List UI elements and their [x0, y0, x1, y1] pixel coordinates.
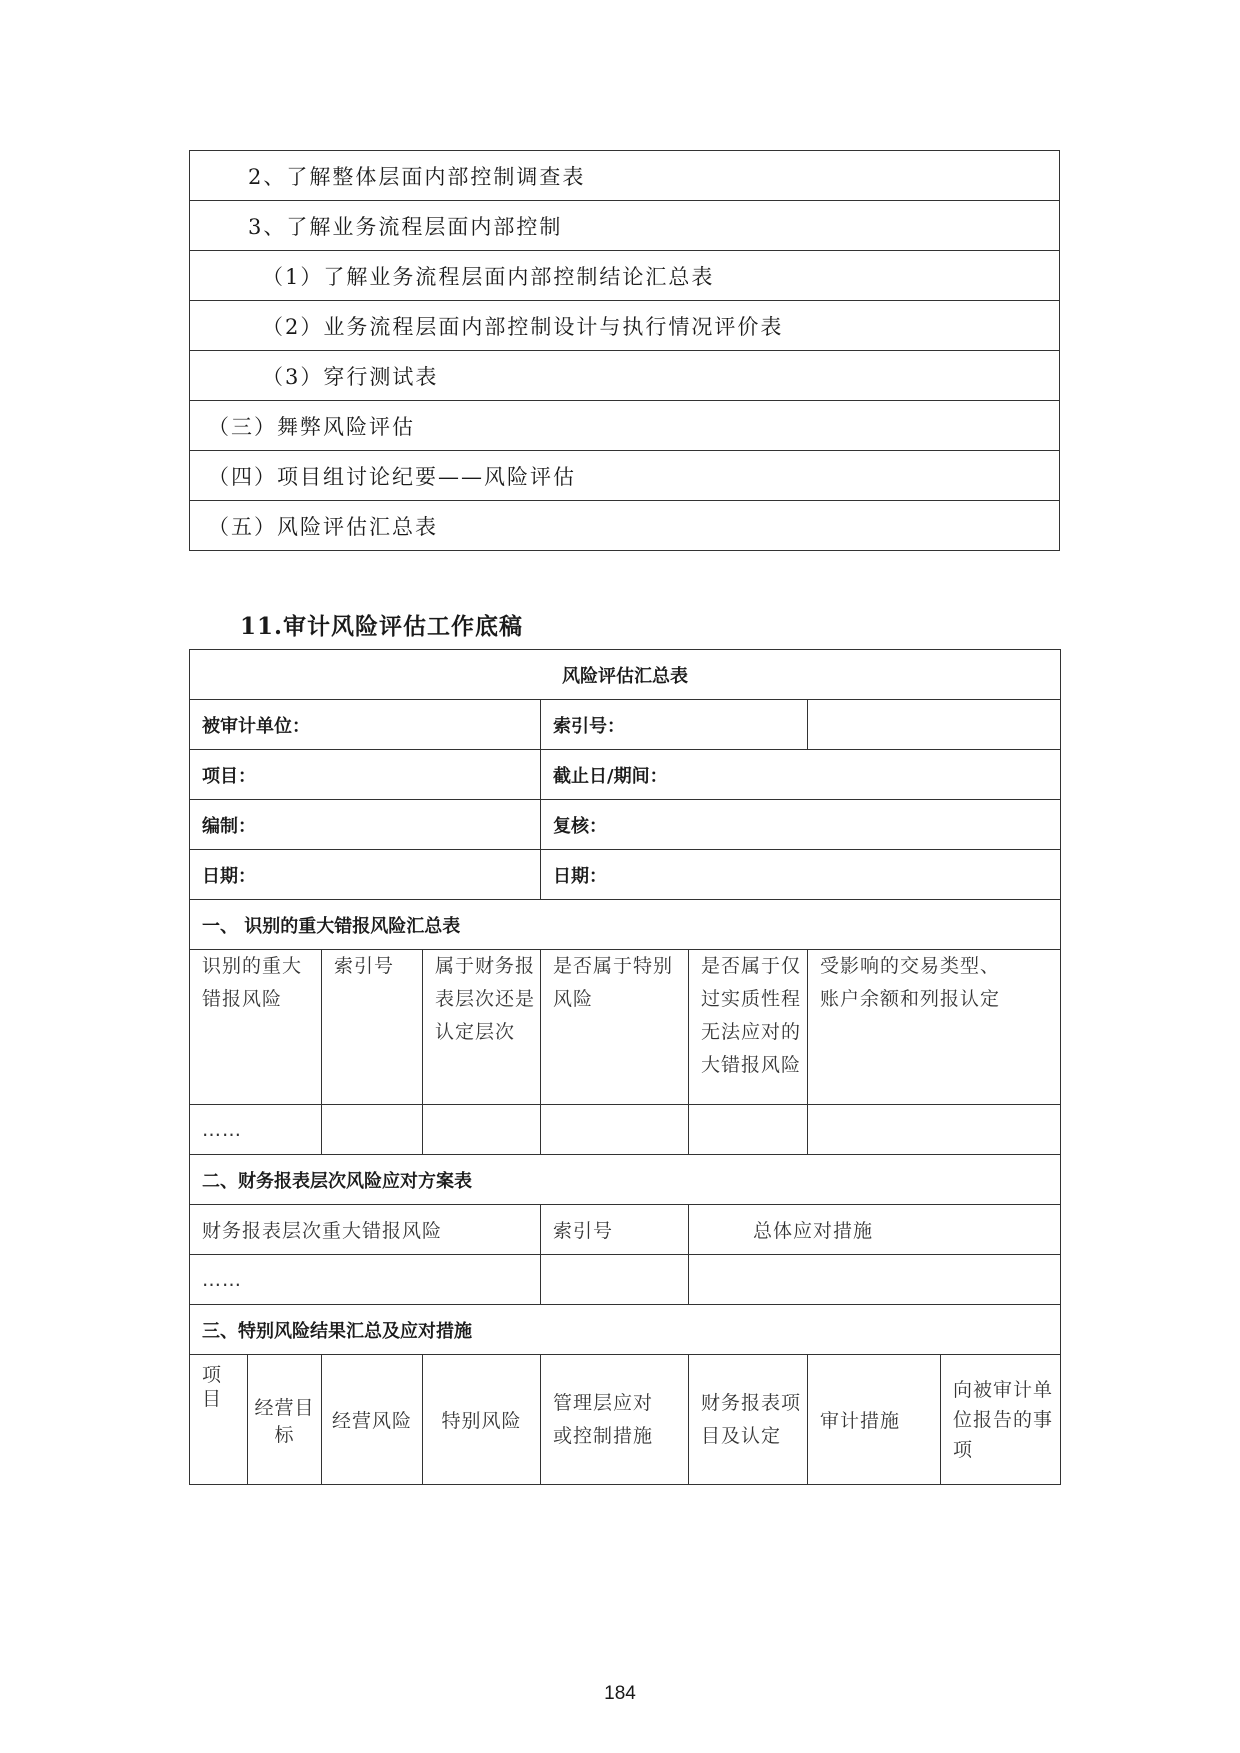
ellipsis-cell: …… [190, 1105, 322, 1155]
outline-item: 2、了解整体层面内部控制调查表 [190, 151, 1060, 201]
col-header: 索引号 [541, 1205, 689, 1255]
col-header: 是否属于仅过实质性程无法应对的大错报风险 [689, 950, 808, 1105]
outline-item: （四）项目组讨论纪要——风险评估 [190, 451, 1060, 501]
col-header: 经营风险 [322, 1355, 423, 1485]
section3-title: 三、特别风险结果汇总及应对措施 [190, 1305, 1061, 1355]
col-header: 经营目标 [248, 1355, 322, 1485]
outline-item: （1）了解业务流程层面内部控制结论汇总表 [190, 251, 1060, 301]
index-number-value [808, 700, 1061, 750]
col-header: 财务报表层次重大错报风险 [190, 1205, 541, 1255]
reviewed-by-label: 复核： [541, 800, 1061, 850]
empty-cell [322, 1105, 423, 1155]
date-label: 日期： [190, 850, 541, 900]
risk-summary-form [189, 649, 1061, 1485]
empty-cell [541, 1255, 689, 1305]
col-header: 是否属于特别风险 [541, 950, 689, 1105]
page-number: 184 [604, 1683, 636, 1704]
col-header: 受影响的交易类型、账户余额和列报认定 [808, 950, 1061, 1105]
outline-table [189, 150, 1060, 551]
col-header: 管理层应对或控制措施 [541, 1355, 689, 1485]
audited-unit-label: 被审计单位： [190, 700, 541, 750]
empty-cell [808, 1105, 1061, 1155]
empty-cell [689, 1255, 1061, 1305]
empty-cell [423, 1105, 541, 1155]
empty-cell [689, 1105, 808, 1155]
date-label: 日期： [541, 850, 1061, 900]
item-label: 项目： [190, 750, 541, 800]
cutoff-period-label: 截止日/期间： [541, 750, 1061, 800]
index-number-label: 索引号： [541, 700, 808, 750]
outline-item: （五）风险评估汇总表 [190, 501, 1060, 551]
col-header: 属于财务报表层次还是认定层次 [423, 950, 541, 1105]
ellipsis-cell: …… [190, 1255, 541, 1305]
section1-title: 一、 识别的重大错报风险汇总表 [190, 900, 1061, 950]
outline-item: 3、了解业务流程层面内部控制 [190, 201, 1060, 251]
empty-cell [541, 1105, 689, 1155]
col-header: 向被审计单位报告的事项 [941, 1355, 1061, 1485]
section2-title: 二、财务报表层次风险应对方案表 [190, 1155, 1061, 1205]
outline-item: （三）舞弊风险评估 [190, 401, 1060, 451]
outline-item: （3）穿行测试表 [190, 351, 1060, 401]
col-header: 索引号 [322, 950, 423, 1105]
col-header: 总体应对措施 [689, 1205, 1061, 1255]
col-header: 财务报表项目及认定 [689, 1355, 808, 1485]
section-heading: 11.审计风险评估工作底稿 [240, 613, 524, 640]
col-header: 识别的重大错报风险 [190, 950, 322, 1105]
outline-item: （2）业务流程层面内部控制设计与执行情况评价表 [190, 301, 1060, 351]
prepared-by-label: 编制： [190, 800, 541, 850]
col-header: 项目 [190, 1355, 248, 1485]
col-header: 特别风险 [423, 1355, 541, 1485]
form-title: 风险评估汇总表 [190, 650, 1061, 700]
col-header: 审计措施 [808, 1355, 941, 1485]
